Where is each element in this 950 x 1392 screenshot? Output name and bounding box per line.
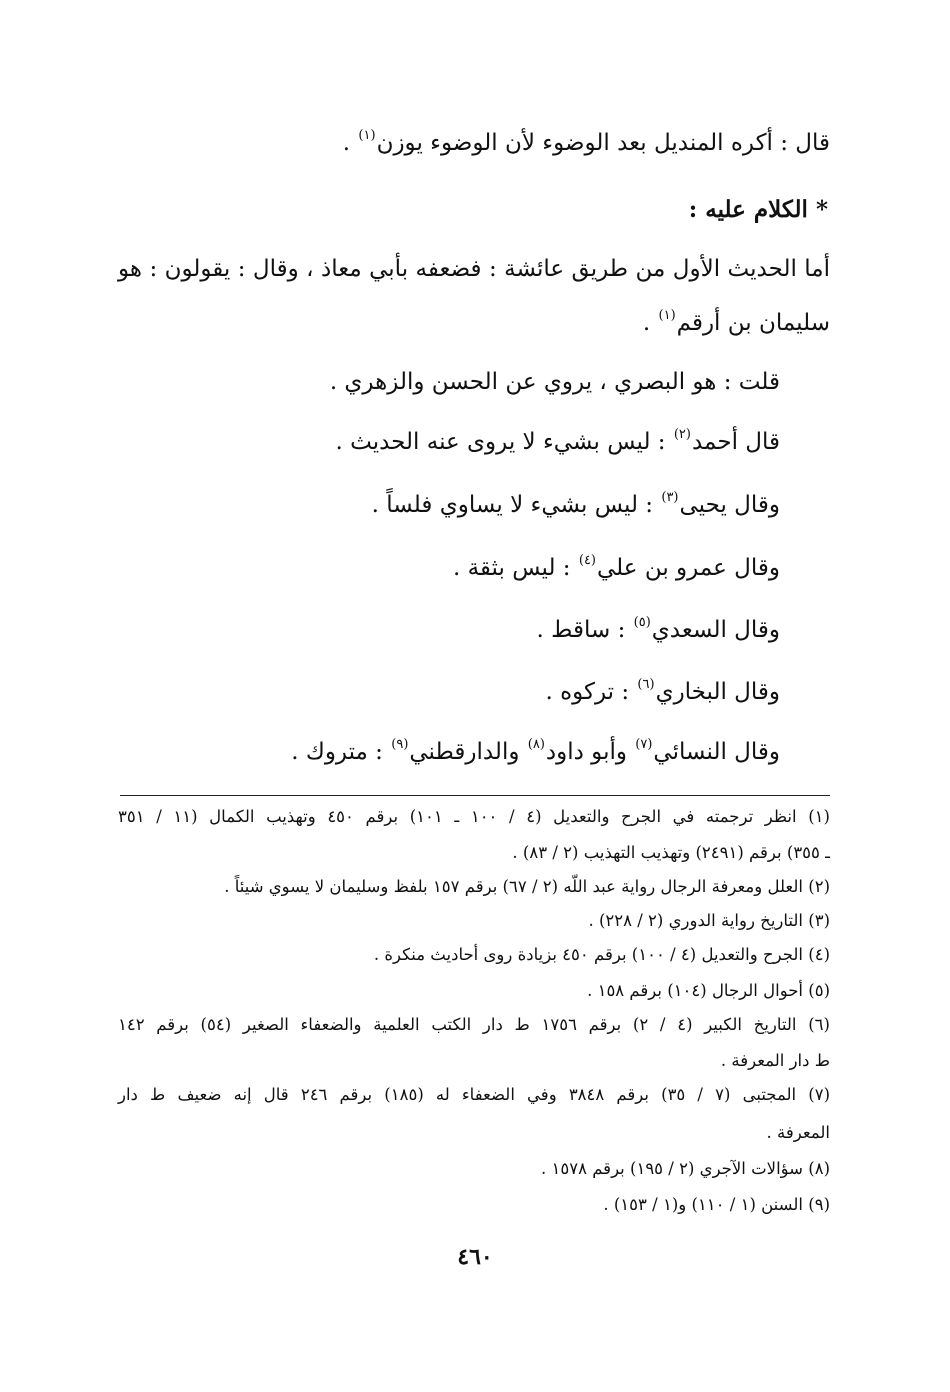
footnote-4: (٤) الجرح والتعديل (٤ / ١٠٠) برقم ٤٥٠ بزيادة روى أحاديث منكرة .	[373, 945, 830, 964]
footnote-ref: (٥)	[633, 615, 651, 630]
footnote-7-continued: المعرفة .	[766, 1123, 830, 1142]
footnote-8: (٨) سؤالات الآجري (٢ / ١٩٥) برقم ١٥٧٨ .	[541, 1159, 830, 1178]
paragraph-line: سليمان بن أرقم$^{(١)}$ .	[642, 308, 830, 336]
quote-line: وقال يحيى$^{(٣)}$ : ليس بشيء لا يساوي فلساً .	[371, 490, 780, 518]
footnote-7: (٧) المجتبى (٧ / ٣٥) برقم ٣٨٤٨ وفي الضعفاء له (١٨٥) برقم ٢٤٦ قال إنه ضعيف ط دار	[118, 1085, 830, 1104]
footnote-1-continued: ـ ٣٥٥) برقم (٢٤٩١) وتهذيب التهذيب (٢ / ٨٣) .	[512, 843, 830, 862]
footnote-ref: (٦)	[637, 677, 655, 692]
quote-line: وقال عمرو بن علي$^{(٤)}$ : ليس بثقة .	[452, 553, 780, 581]
page-number: ٤٦٠	[457, 1244, 493, 1270]
quote-line: وقال النسائي$^{(٧)}$ وأبو داود$^{(٨)}$ والدارقطني$^{(٩)}$ : متروك .	[291, 737, 780, 765]
quote-line: وقال السعدي$^{(٥)}$ : ساقط .	[536, 615, 780, 643]
footnote-ref: (٨)	[527, 737, 545, 752]
footnote-ref: (١)	[658, 308, 676, 323]
footnote-ref: (٧)	[635, 737, 653, 752]
footnote-9: (٩) السنن (١ / ١١٠) و(١ / ١٥٣) .	[603, 1195, 830, 1214]
footnote-1: (١) انظر ترجمته في الجرح والتعديل (٤ / ١٠٠ ـ ١٠١) برقم ٤٥٠ وتهذيب الكمال (١١ / ٣٥١	[118, 807, 830, 826]
footnote-ref: (١)	[358, 128, 376, 143]
footnote-ref: (٤)	[578, 553, 596, 568]
asterisk-icon: *	[807, 196, 828, 223]
body-line-1: قال : أكره المنديل بعد الوضوء لأن الوضوء يوزن$^{(١)}$ .	[342, 128, 830, 156]
section-heading: * الكلام عليه :	[688, 196, 828, 223]
footnote-2: (٢) العلل ومعرفة الرجال رواية عبد اللّه (٢ / ٦٧) برقم ١٥٧ بلفظ وسليمان لا يسوي شيئاً .	[224, 877, 830, 896]
quote-line: وقال البخاري$^{(٦)}$ : تركوه .	[545, 677, 780, 705]
footnote-divider	[120, 795, 830, 796]
footnote-6-continued: ط دار المعرفة .	[720, 1051, 830, 1070]
footnote-6: (٦) التاريخ الكبير (٤ / ٢) برقم ١٧٥٦ ط دار الكتب العلمية والضعفاء الصغير (٥٤) برقم ١٤٢	[118, 1015, 830, 1034]
paragraph-line: أما الحديث الأول من طريق عائشة : فضعفه بأبي معاذ ، وقال : يقولون : هو	[118, 256, 830, 282]
footnote-5: (٥) أحوال الرجال (١٠٤) برقم ١٥٨ .	[587, 981, 830, 1000]
footnote-ref: (٩)	[391, 737, 409, 752]
footnote-3: (٣) التاريخ رواية الدوري (٢ / ٢٢٨) .	[588, 911, 830, 930]
footnote-ref: (٣)	[661, 490, 679, 505]
footnote-ref: (٢)	[673, 427, 691, 442]
quote-line: قال أحمد$^{(٢)}$ : ليس بشيء لا يروى عنه الحديث .	[335, 427, 780, 455]
quote-line: قلت : هو البصري ، يروي عن الحسن والزهري .	[329, 369, 780, 395]
